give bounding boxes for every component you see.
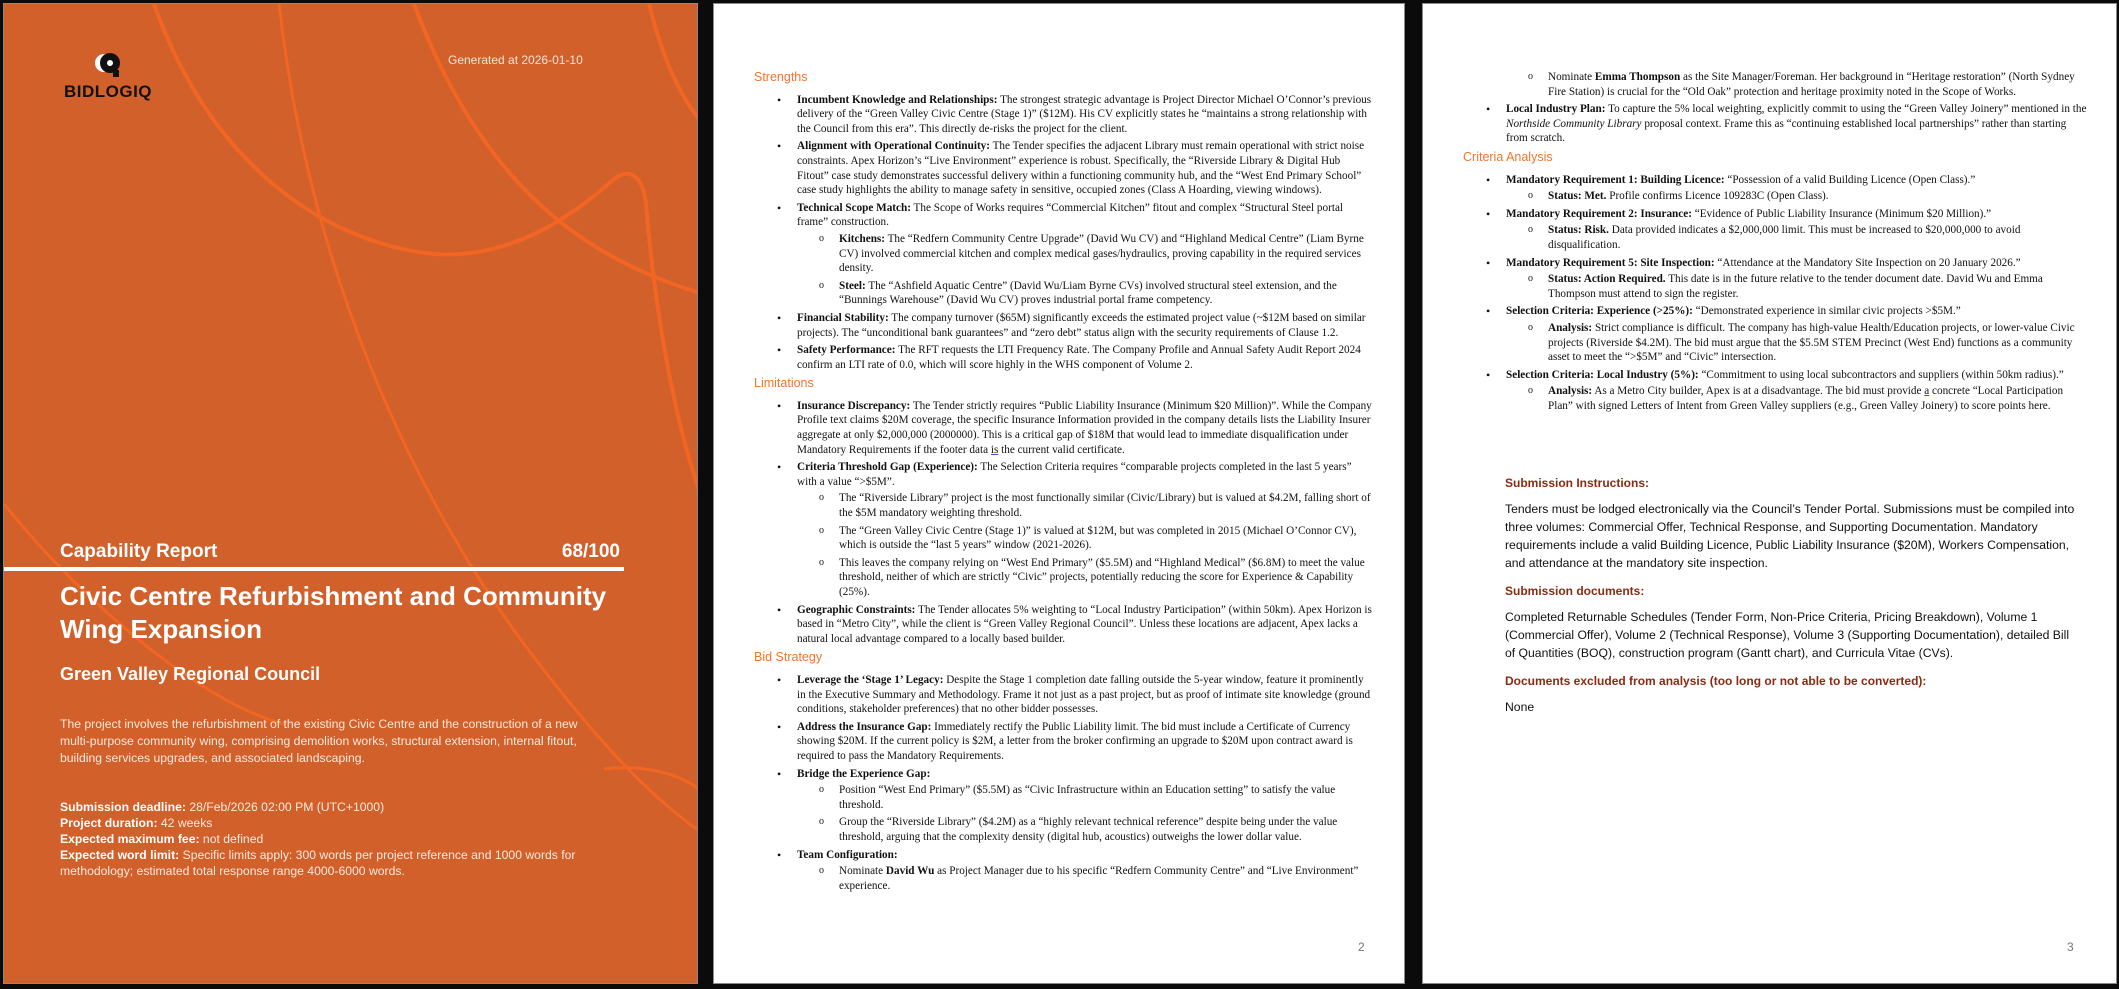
- bid-strategy-list: [754, 673, 1374, 893]
- page-number: 2: [1358, 940, 1365, 954]
- excluded-documents-text: None: [1505, 700, 1535, 714]
- list-item: • Mandatory Requirement 2: Insurance: “Evidence of Public Liability Insurance (Minimum $20 Million).” o Status: Risk. Data provided indicates a $2,000,000 limit. This must be increased to $20,000,000 to avoid disqualification.: [1506, 207, 2088, 253]
- list-item: • Team Configuration: o Nominate David Wu as Project Manager due to his specific “Redfern Community Centre” and “Live Environment” experience.: [797, 848, 1374, 894]
- strengths-heading: Strengths: [754, 70, 808, 84]
- criteria-analysis-heading: Criteria Analysis: [1463, 149, 1553, 164]
- bid-strategy-heading: Bid Strategy: [754, 650, 823, 665]
- list-item: • Mandatory Requirement 5: Site Inspection: “Attendance at the Mandatory Site Inspection on 20 January 2026.” o Status: Action Required. This date is in the future relative to the tender document date. David Wu and Emma Thompson must attend to sign the register.: [1506, 256, 2088, 302]
- page-number: 3: [2067, 940, 2074, 954]
- score-badge: 68/100: [561, 541, 620, 562]
- list-item: • Leverage the ‘Stage 1’ Legacy: Despite the Stage 1 completion date falling outside the 5-year window, feature it prominently in the Executive Summary and Methodology. Frame it not just as a past project, but as proof of intimate site knowledge (ground conditions, stakeholder preferences) that no other bidder possesses.: [797, 673, 1374, 717]
- sub-list-item: o Analysis: Strict compliance is difficult. The company has high-value Health/Education projects, or lower-value Civic projects (Riverside $4.2M). The bid must argue that the $5.5M STEM Precinct (West End) functions as a community asset to meet the “>$5M” and “Civic” intersection.: [1548, 321, 2088, 365]
- submission-instructions-heading: Submission Instructions:: [1505, 476, 1650, 490]
- list-item: • Incumbent Knowledge and Relationships: The strongest strategic advantage is Project Director Michael O’Connor’s previous delivery of the “Green Valley Civic Centre (Stage 1)” ($12M). His CV explicitly states he “maintains a strong relationship with the Council from this era”. This directly de-risks the project for the client.: [797, 93, 1374, 137]
- list-item: • Technical Scope Match: The Scope of Works requires “Commercial Kitchen” fitout and complex “Structural Steel portal frame” construction. o Kitchens: The “Redfern Community Centre Upgrade” (David Wu CV) and “Highland Medical Centre” (Liam Byrne CV) involved commercial kitchen and complex medical gases/hydraulics, proving capability in the required services density. o Steel: The “Ashfield Aquatic Centre” (David Wu/Liam Byrne CVs) involved structural steel extension, and the “Bunnings Warehouse” (David Wu CV) proves industrial portal frame competency.: [797, 201, 1374, 308]
- sub-list-item: o Status: Met. Profile confirms Licence 109283C (Open Class).: [1548, 189, 2088, 204]
- logo-q-icon: [91, 48, 125, 82]
- submission-section: [1505, 476, 2075, 728]
- sub-list-item: o Nominate David Wu as Project Manager due to his specific “Redfern Community Centre” and “Live Environment” experience.: [839, 864, 1374, 893]
- meta-word-limit: Expected word limit: Specific limits apply: 300 words per project reference and 1000 words for methodology; estimated total response range 4000-6000 words.: [60, 848, 576, 878]
- list-item: • Mandatory Requirement 1: Building Licence: “Possession of a valid Building Licence (Open Class).” o Status: Met. Profile confirms Licence 109283C (Open Class).: [1506, 173, 2088, 204]
- criteria-list: [1463, 173, 2088, 414]
- sub-list-item: o Nominate Emma Thompson as the Site Manager/Foreman. Her background in “Heritage restoration” (North Sydney Fire Station) is crucial for the “Old Oak” protection and heritage proximity noted in the Scope of Works.: [1548, 70, 2088, 99]
- report-page-2: [713, 3, 1405, 984]
- list-item: • Insurance Discrepancy: The Tender strictly requires “Public Liability Insurance (Minimum $20 Million)”. While the Company Profile text claims $20M coverage, the specific Insurance Information provided in the company details lists the Liability Insurer aggregate at only $2,000,000 (2000000). This is a critical gap of $18M that would lead to immediate disqualification under Mandatory Requirements if the footer data is the current valid certificate.: [797, 399, 1374, 457]
- list-item: • Financial Stability: The company turnover ($65M) significantly exceeds the estimated project value (~$12M based on similar projects). The “unconditional bank guarantees” and “zero debt” status align with the security requirements of Clause 1.2.: [797, 311, 1374, 340]
- generated-date: Generated at 2026-01-10: [448, 53, 583, 67]
- limitations-heading: Limitations: [754, 376, 814, 391]
- sub-list-item: o The “Green Valley Civic Centre (Stage 1)” is valued at $12M, but was completed in 2015 (Michael O’Connor CV), which is outside the “last 5 years” window (2021-2026).: [839, 524, 1374, 553]
- list-item: • Address the Insurance Gap: Immediately rectify the Public Liability limit. The bid must include a Certificate of Currency showing $20M. If the current policy is $2M, a letter from the broker confirming an upgrade to $20M upon contract award is required to pass the Mandatory Requirements.: [797, 720, 1374, 764]
- page3-content: [1463, 70, 2088, 417]
- project-meta: [60, 799, 600, 879]
- header-divider: [4, 567, 624, 571]
- list-item: • Selection Criteria: Experience (>25%): “Demonstrated experience in similar civic projects >$5M.” o Analysis: Strict compliance is difficult. The company has high-value Health/Education projects, or lower-value Civic projects (Riverside $4.2M). The bid must argue that the $5.5M STEM Precinct (West End) functions as a community asset to meet the “>$5M” and “Civic” intersection.: [1506, 304, 2088, 364]
- report-label: Capability Report: [60, 541, 218, 562]
- bid-strategy-continued: [1463, 70, 2088, 146]
- project-description: The project involves the refurbishment of the existing Civic Centre and the construction of a new multi-purpose community wing, comprising demolition works, structural extension, internal fitout, building services upgrades, and associated landscaping.: [60, 717, 578, 765]
- submission-documents-heading: Submission documents:: [1505, 584, 1645, 598]
- list-item: • Local Industry Plan: To capture the 5% local weighting, explicitly commit to using the “Green Valley Joinery” mentioned in the Northside Community Library proposal context. Frame this as “continuing established local partnerships” rather than starting from scratch.: [1506, 102, 2088, 146]
- meta-duration: Project duration: 42 weeks: [60, 816, 213, 830]
- sub-list-item: o Position “West End Primary” ($5.5M) as “Civic Infrastructure within an Education setting” to satisfy the value threshold.: [839, 783, 1374, 812]
- list-item: • Selection Criteria: Local Industry (5%): “Commitment to using local subcontractors and suppliers (within 50km radius).” o Analysis: As a Metro City builder, Apex is at a disadvantage. The bid must provide a concrete “Local Participation Plan” with signed Letters of Intent from Green Valley suppliers (e.g., Green Valley Joinery) to score points here.: [1506, 368, 2088, 414]
- page2-content: [754, 70, 1374, 897]
- limitations-list: [754, 399, 1374, 647]
- list-item-continued: [1506, 70, 2088, 99]
- logo-text: BIDLOGIQ: [63, 82, 153, 101]
- sub-list-item: o Kitchens: The “Redfern Community Centre Upgrade” (David Wu CV) and “Highland Medical Centre” (Liam Byrne CV) involved commercial kitchen and complex medical gases/hydraulics, proving capability in the required services density.: [839, 232, 1374, 276]
- sub-list-item: o Steel: The “Ashfield Aquatic Centre” (David Wu/Liam Byrne CVs) involved structural steel extension, and the “Bunnings Warehouse” (David Wu CV) proves industrial portal frame competency.: [839, 279, 1374, 308]
- sub-list-item: o Group the “Riverside Library” ($4.2M) as a “highly relevant technical reference” despite being under the value threshold, arguing that the complexity density (digital hub, acoustics) outweighs the lower dollar value.: [839, 815, 1374, 844]
- strengths-list: [754, 93, 1374, 373]
- sub-list-item: o Status: Risk. Data provided indicates a $2,000,000 limit. This must be increased to $20,000,000 to avoid disqualification.: [1548, 223, 2088, 252]
- submission-documents-text: Completed Returnable Schedules (Tender Form, Non-Price Criteria, Pricing Breakdown), Volume 1 (Commercial Offer), Volume 2 (Technical Response), Volume 3 (Supporting Documentation), detailed Bill of Quantities (BOQ), construction program (Gantt chart), and Curricula Vitae (CVs).: [1505, 610, 2070, 660]
- meta-max-fee: Expected maximum fee: not defined: [60, 832, 264, 846]
- list-item: • Geographic Constraints: The Tender allocates 5% weighting to “Local Industry Participation” (within 50km). Apex Horizon is based in “Metro City”, while the client is “Green Valley Regional Council”. Unless these locations are adjacent, Apex lacks a natural local advantage compared to a locally based builder.: [797, 603, 1374, 647]
- sub-list-item: o The “Riverside Library” project is the most functionally similar (Civic/Library) but is valued at $4.2M, falling short of the $5M mandatory weighting threshold.: [839, 491, 1374, 520]
- client-name: Green Valley Regional Council: [60, 664, 321, 684]
- list-item: • Criteria Threshold Gap (Experience): The Selection Criteria requires “comparable projects completed in the last 5 years” with a value “>$5M”. o The “Riverside Library” project is the most functionally similar (Civic/Library) but is valued at $4.2M, falling short of the $5M mandatory weighting threshold. o The “Green Valley Civic Centre (Stage 1)” is valued at $12M, but was completed in 2015 (Michael O’Connor CV), which is outside the “last 5 years” window (2021-2026). o This leaves the company relying on “West End Primary” ($5.5M) and “Highland Medical” ($6.8M) to meet the value threshold, neither of which are strictly “Civic” projects, potentially reducing the score for Experience & Capability (25%).: [797, 460, 1374, 599]
- bidlogiq-logo: [58, 48, 158, 102]
- excluded-documents-heading: Documents excluded from analysis (too long or not able to be converted):: [1505, 674, 1927, 688]
- list-item: • Safety Performance: The RFT requests the LTI Frequency Rate. The Company Profile and Annual Safety Audit Report 2024 confirm an LTI rate of 0.0, which will score highly in the WHS component of Volume 2.: [797, 343, 1374, 372]
- submission-instructions-text: Tenders must be lodged electronically via the Council’s Tender Portal. Submissions must be compiled into three volumes: Commercial Offer, Technical Response, and Supporting Documentation. Mandatory requirements include a valid Building Licence, Public Liability Insurance ($20M), Workers Compensation, and attendance at the mandatory site inspection.: [1505, 502, 2075, 570]
- report-header: [60, 541, 620, 563]
- sub-list-item: o This leaves the company relying on “West End Primary” ($5.5M) and “Highland Medical” ($6.8M) to meet the value threshold, neither of which are strictly “Civic” projects, potentially reducing the score for Experience & Capability (25%).: [839, 556, 1374, 600]
- sub-list-item: o Analysis: As a Metro City builder, Apex is at a disadvantage. The bid must provide a concrete “Local Participation Plan” with signed Letters of Intent from Green Valley suppliers (e.g., Green Valley Joinery) to score points here.: [1548, 384, 2088, 413]
- list-item: • Alignment with Operational Continuity: The Tender specifies the adjacent Library must remain operational with strict noise constraints. Apex Horizon’s “Live Environment” experience is robust. Specifically, the “Riverside Library & Digital Hub Fitout” case study demonstrates successful delivery within a functioning community hub, and the “West End Primary School” case study highlights the ability to manage safety in sensitive, occupied zones (Class A Hoarding, viewing windows).: [797, 139, 1374, 197]
- meta-deadline: Submission deadline: 28/Feb/2026 02:00 PM (UTC+1000): [60, 800, 385, 814]
- list-item: • Bridge the Experience Gap: o Position “West End Primary” ($5.5M) as “Civic Infrastructure within an Education setting” to satisfy the value threshold. o Group the “Riverside Library” ($4.2M) as a “highly relevant technical reference” despite being under the value threshold, arguing that the complexity density (digital hub, acoustics) outweighs the lower dollar value.: [797, 767, 1374, 845]
- cover-page: [3, 3, 698, 984]
- sub-list-item: o Status: Action Required. This date is in the future relative to the tender document date. David Wu and Emma Thompson must attend to sign the register.: [1548, 272, 2088, 301]
- project-title: Civic Centre Refurbishment and Community Wing Expansion: [60, 581, 607, 644]
- report-page-3: [1422, 3, 2117, 984]
